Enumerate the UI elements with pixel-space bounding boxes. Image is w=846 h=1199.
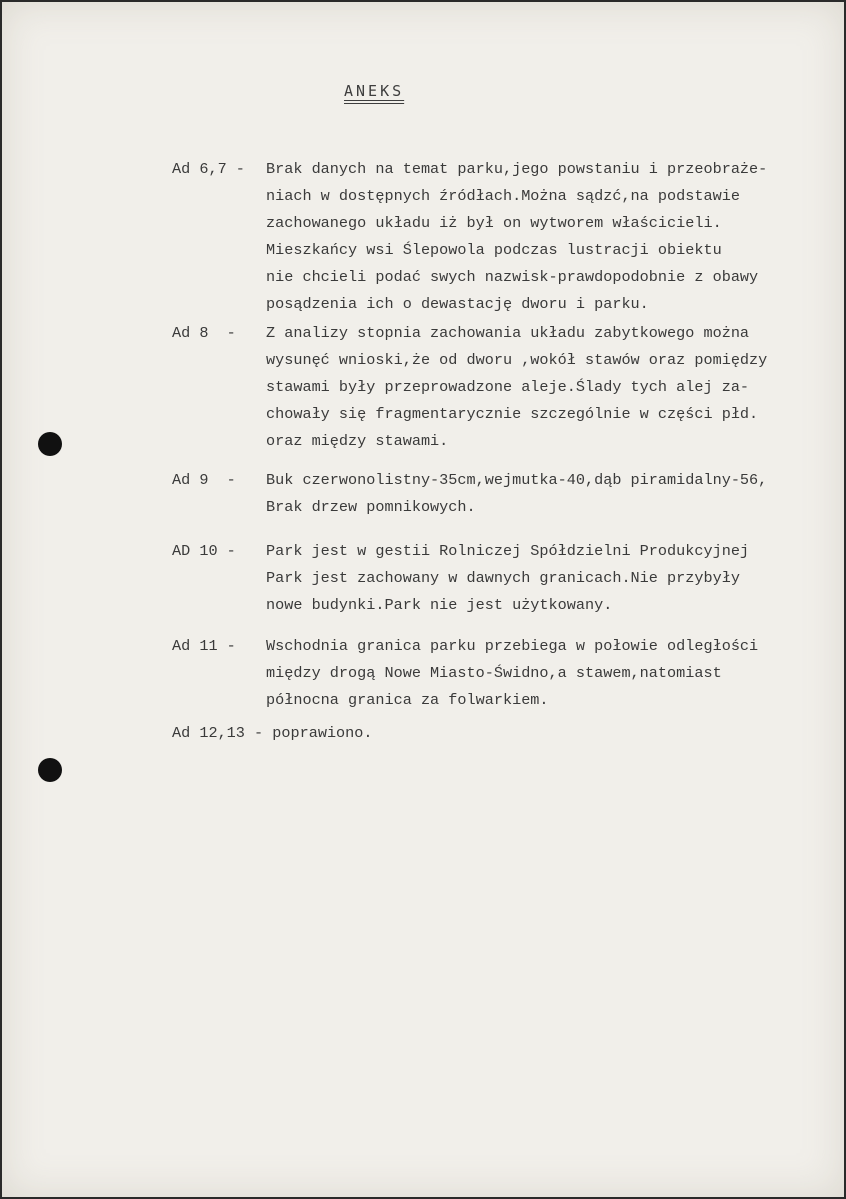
entry-line: Mieszkańcy wsi Ślepowola podczas lustracji obiektu	[266, 241, 722, 259]
entry-line: nowe budynki.Park nie jest użytkowany.	[266, 596, 613, 614]
entry-label: Ad 8 -	[172, 324, 236, 342]
entry-label: AD 10 -	[172, 542, 236, 560]
page-title: ANEKS	[344, 82, 405, 100]
entry-line: północna granica za folwarkiem.	[266, 691, 549, 709]
entry-line: chowały się fragmentarycznie szczególnie w części płd.	[266, 405, 759, 423]
entry-line: oraz między stawami.	[266, 432, 449, 450]
entry-line: Wschodnia granica parku przebiega w połowie odległości	[266, 637, 759, 655]
entry-line: wysunęć wnioski,że od dworu ,wokół stawów oraz pomiędzy	[266, 351, 768, 369]
entry-line: stawami były przeprowadzone aleje.Ślady tych alej za-	[266, 378, 750, 396]
entry-line: Brak danych na temat parku,jego powstaniu i przeobraże-	[266, 160, 768, 178]
entry-line: Z analizy stopnia zachowania układu zabytkowego można	[266, 324, 750, 342]
entry-line: Brak drzew pomnikowych.	[266, 498, 476, 516]
entry-label: Ad 12,13 - poprawiono.	[172, 724, 373, 742]
entry-label: Ad 6,7 -	[172, 160, 245, 178]
entry-line: Buk czerwonolistny-35cm,wejmutka-40,dąb piramidalny-56,	[266, 471, 768, 489]
document-page	[2, 2, 844, 1197]
entry-line: nie chcieli podać swych nazwisk-prawdopodobnie z obawy	[266, 268, 759, 286]
entry-line: między drogą Nowe Miasto-Świdno,a stawem,natomiast	[266, 664, 722, 682]
entry-line: Park jest zachowany w dawnych granicach.Nie przybyły	[266, 569, 740, 587]
punch-hole	[38, 758, 62, 782]
punch-hole	[38, 432, 62, 456]
entry-label: Ad 11 -	[172, 637, 236, 655]
entry-line: zachowanego układu iż był on wytworem właścicieli.	[266, 214, 722, 232]
entry-line: niach w dostępnych źródłach.Można sądzć,na podstawie	[266, 187, 740, 205]
entry-label: Ad 9 -	[172, 471, 236, 489]
entry-line: Park jest w gestii Rolniczej Spółdzielni Produkcyjnej	[266, 542, 750, 560]
entry-line: posądzenia ich o dewastację dworu i parku.	[266, 295, 649, 313]
